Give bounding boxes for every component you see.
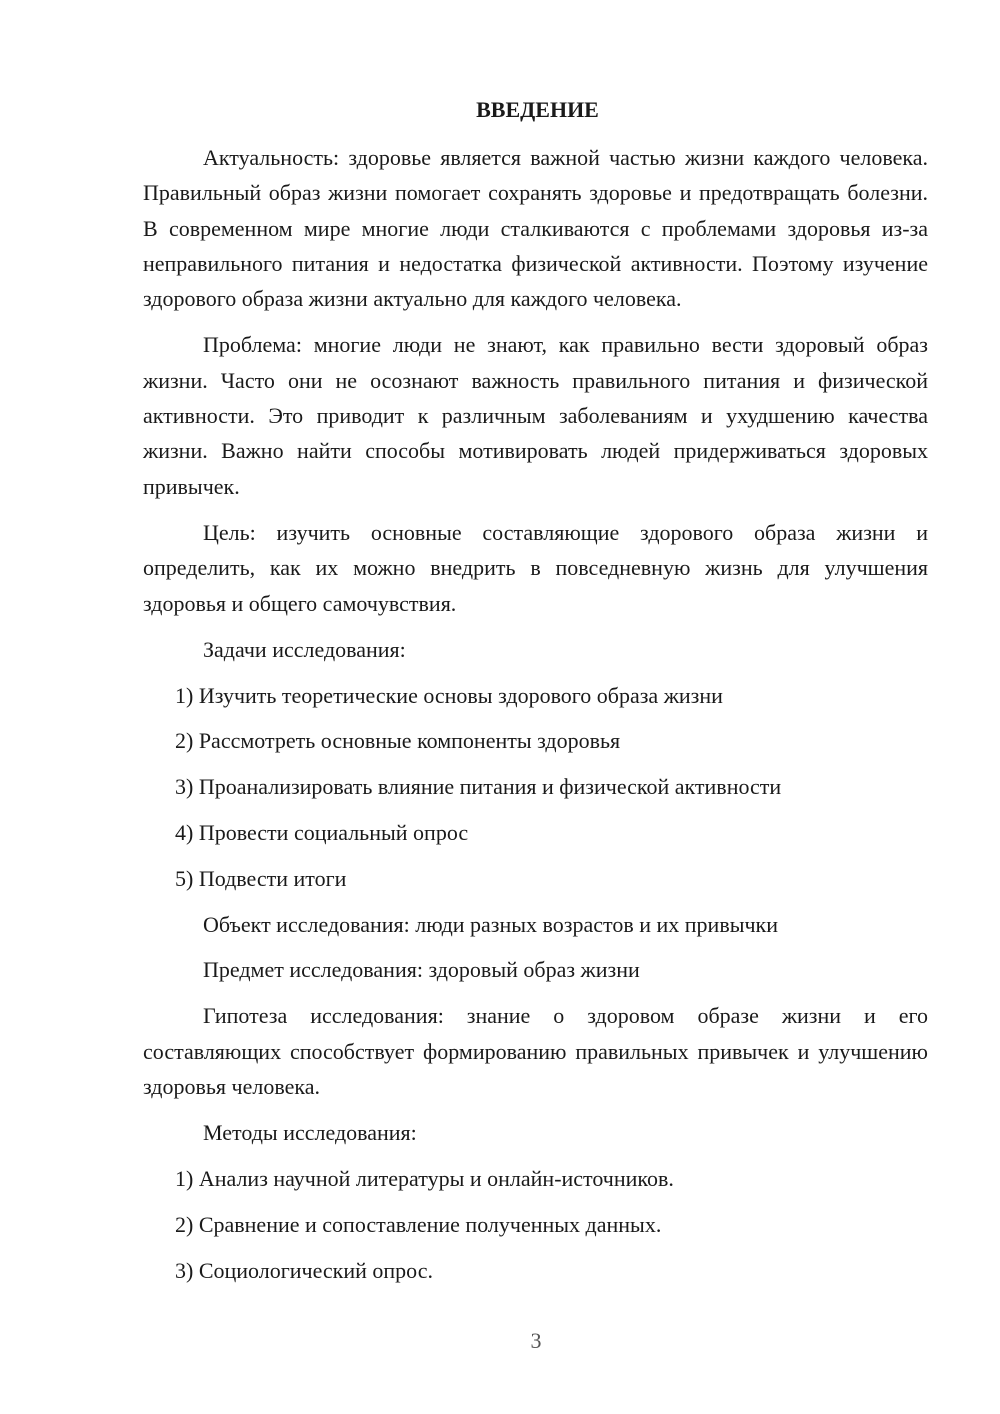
document-page <box>143 92 928 1298</box>
method-item: 2) Сравнение и сопоставление полученных данных. <box>175 1211 662 1237</box>
task-item: 4) Провести социальный опрос <box>175 820 469 846</box>
research-subject: Предмет исследования: здоровый образ жизни <box>203 957 640 983</box>
research-object: Объект исследования: люди разных возрастов и их привычки <box>203 911 779 937</box>
page-number: 3 <box>530 1328 542 1353</box>
hypothesis-paragraph: Гипотеза исследования: знание о здоровом образе жизни и его составляющих способствует формированию правильных привычек и улучшению здоровья человека. <box>143 1003 928 1099</box>
methods-heading: Методы исследования: <box>203 1120 417 1146</box>
method-item: 1) Анализ научной литературы и онлайн-источников. <box>175 1165 674 1191</box>
task-item: 3) Проанализировать влияние питания и физической активности <box>175 774 782 800</box>
task-item: 5) Подвести итоги <box>175 865 347 891</box>
problem-paragraph: Проблема: многие люди не знают, как правильно вести здоровый образ жизни. Часто они не осознают важность правильного питания и физической активности. Это приводит к различным заболеваниям и ухудшению качества жизни. Важно найти способы мотивировать людей придерживаться здоровых привычек. <box>143 332 928 499</box>
goal-paragraph: Цель: изучить основные составляющие здорового образа жизни и определить, как их можно внедрить в повседневную жизнь для улучшения здоровья и общего самочувствия. <box>143 519 928 616</box>
task-item: 1) Изучить теоретические основы здорового образа жизни <box>175 682 723 708</box>
task-item: 2) Рассмотреть основные компоненты здоровья <box>175 728 621 754</box>
method-item: 3) Социологический опрос. <box>175 1257 433 1283</box>
relevance-paragraph: Актуальность: здоровье является важной частью жизни каждого человека. Правильный образ жизни помогает сохранять здоровье и предотвращать болезни. В современном мире многие люди сталкиваются с проблемами здоровья из-за неправильного питания и недостатка физической активности. Поэтому изучение здорового образа жизни актуально для каждого человека. <box>143 145 928 312</box>
tasks-heading: Задачи исследования: <box>203 636 406 662</box>
page-title: ВВЕДЕНИЕ <box>476 97 599 122</box>
